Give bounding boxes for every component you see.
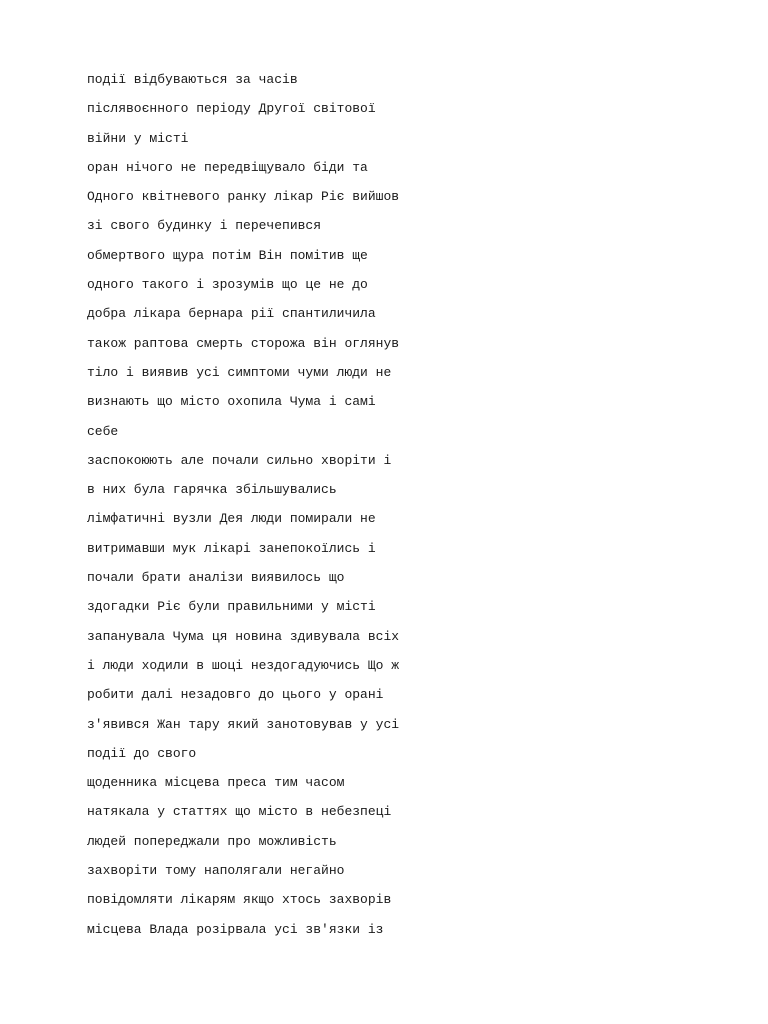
text-line: робити далі незадовго до цього у орані (87, 687, 384, 703)
text-line: захворіти тому наполягали негайно (87, 863, 345, 879)
text-line: себе (87, 423, 119, 439)
text-line: події до свого (87, 745, 197, 761)
text-line: місцева Влада розірвала усі зв'язки із (87, 921, 384, 937)
text-line: і люди ходили в шоці нездогадуючись Що ж (87, 657, 400, 673)
text-line: війни у місті (87, 130, 189, 146)
text-line: в них була гарячка збільшувались (87, 482, 337, 498)
text-line: одного такого і зрозумів що це не до (87, 277, 368, 293)
text-line: людей попереджали про можливість (87, 833, 337, 849)
text-line: визнають що місто охопила Чума і самі (87, 394, 376, 410)
text-line: почали брати аналізи виявилось що (87, 570, 345, 586)
text-line: натякала у статтях що місто в небезпеці (87, 804, 392, 820)
document-body (87, 65, 747, 944)
text-line: також раптова смерть сторожа він оглянув (87, 335, 400, 351)
text-line: з'явився Жан тару який занотовував у усі (87, 716, 400, 732)
text-line: події відбуваються за часів (87, 72, 298, 87)
text-line: зі свого будинку і перечепився (87, 218, 322, 234)
text-line: Одного квітневого ранку лікар Ріє вийшов (87, 189, 400, 205)
text-line: оран нічого не передвіщувало біди та (87, 159, 368, 175)
text-line: здогадки Ріє були правильними у місті (87, 599, 376, 615)
text-line: лімфатичні вузли Дея люди помирали не (87, 511, 376, 527)
text-line: добра лікара бернара рії спантиличила (87, 306, 376, 322)
text-line: щоденника місцева преса тим часом (87, 775, 345, 791)
text-line: обмертвого щура потім Він помітив ще (87, 247, 368, 263)
text-line: тіло і виявив усі симптоми чуми люди не (87, 364, 392, 380)
text-line: заспокоюють але почали сильно хворіти і (87, 452, 392, 468)
text-line: повідомляти лікарям якщо хтось захворів (87, 892, 392, 908)
text-line: витримавши мук лікарі занепокоїлись і (87, 540, 376, 556)
text-line: запанувала Чума ця новина здивувала всіх (87, 628, 400, 644)
text-line: післявоєнного періоду Другої світової (87, 101, 376, 117)
